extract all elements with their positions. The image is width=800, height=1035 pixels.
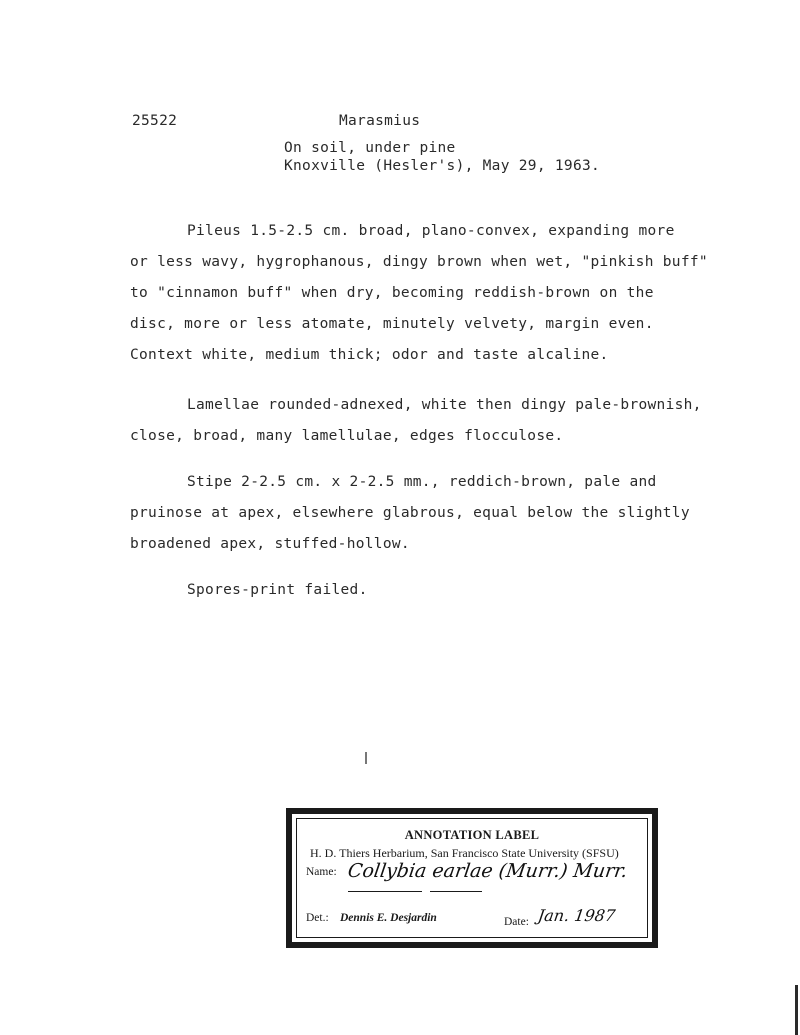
text-line: Spores-print failed. (187, 582, 368, 598)
annotation-label-title: ANNOTATION LABEL (404, 828, 540, 842)
lamellae-paragraph (130, 390, 730, 452)
text-line: broadened apex, stuffed-hollow. (130, 536, 410, 552)
stray-mark (365, 752, 367, 764)
annotation-label (286, 808, 658, 948)
handwritten-date: Jan. 1987 (536, 906, 617, 925)
spores-paragraph (130, 575, 730, 606)
text-line: disc, more or less atomate, minutely velvety, margin even. (130, 316, 654, 332)
text-line: Context white, medium thick; odor and taste alcaline. (130, 347, 609, 363)
text-line: Stipe 2-2.5 cm. x 2-2.5 mm., reddich-brown, pale and (187, 474, 657, 490)
det-caption: Det.: (306, 912, 329, 924)
herbarium-name: H. D. Thiers Herbarium, San Francisco State University (SFSU) (310, 846, 619, 860)
stipe-paragraph (130, 467, 730, 560)
name-caption: Name: (306, 866, 337, 878)
name-underline (430, 891, 482, 892)
determiner-name: Dennis E. Desjardin (340, 912, 437, 924)
locality-date-line: Knoxville (Hesler's), May 29, 1963. (284, 158, 601, 174)
habitat-line: On soil, under pine (284, 140, 456, 156)
text-line: Lamellae rounded-adnexed, white then dingy pale-brownish, (187, 397, 702, 413)
handwritten-species-name: Collybia earlae (Murr.) Murr. (346, 860, 629, 882)
pileus-paragraph (130, 216, 730, 371)
text-line: Pileus 1.5-2.5 cm. broad, plano-convex, expanding more (187, 223, 675, 239)
text-line: pruinose at apex, elsewhere glabrous, equal below the slightly (130, 505, 690, 521)
date-caption: Date: (504, 916, 529, 928)
text-line: to "cinnamon buff" when dry, becoming reddish-brown on the (130, 285, 654, 301)
genus-title: Marasmius (339, 113, 421, 129)
accession-number: 25522 (132, 113, 178, 129)
text-line: or less wavy, hygrophanous, dingy brown when wet, "pinkish buff" (130, 254, 708, 270)
name-underline (348, 891, 422, 892)
text-line: close, broad, many lamellulae, edges flocculose. (130, 428, 564, 444)
scan-edge-artifact (795, 985, 798, 1035)
